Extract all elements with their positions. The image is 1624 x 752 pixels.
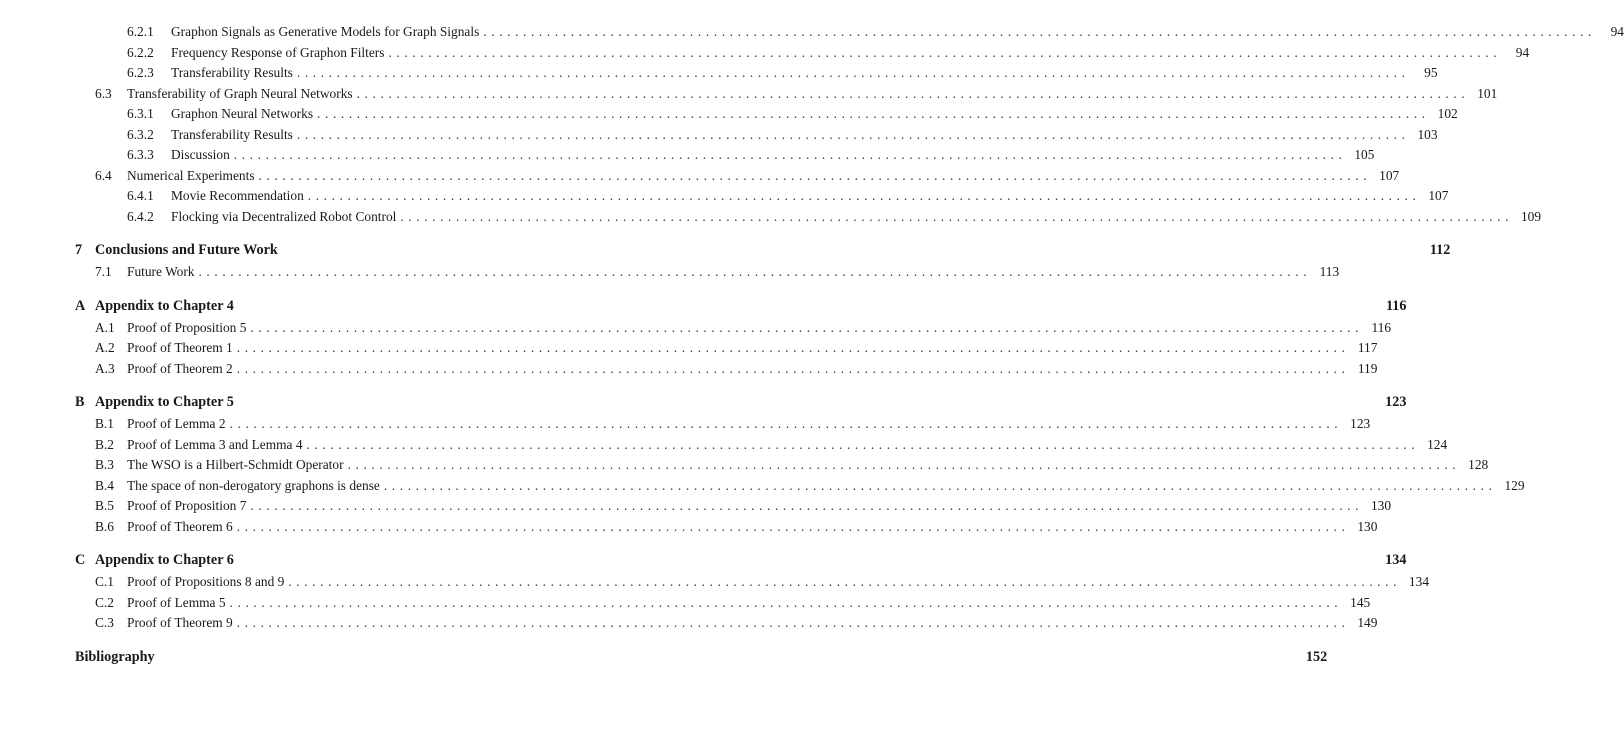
dot-leader: ............................................................................................................................................: [296, 65, 1410, 80]
entry-number: B.3: [95, 457, 114, 472]
entry-number: A: [75, 297, 86, 314]
entry-page-number: 109: [1520, 208, 1542, 224]
entry-title: Conclusions and Future Work: [95, 242, 278, 258]
toc-entry[interactable]: [0, 125, 1438, 145]
entry-number: 6.2.2: [127, 44, 154, 60]
toc-entry[interactable]: [0, 22, 1624, 42]
entry-number: 7: [75, 242, 83, 258]
entry-title: Transferability Results: [171, 65, 293, 80]
entry-title: Future Work: [127, 264, 195, 279]
entry-page-number: 105: [1354, 147, 1375, 162]
entry-title: Transferability Results: [171, 126, 293, 142]
entry-title: Proof of Lemma 5: [127, 594, 226, 610]
entry-title: Appendix to Chapter 6: [95, 552, 234, 568]
dot-leader: ............................................................................................................................................: [236, 615, 1350, 630]
dot-leader: ............................................................................................................................................: [229, 416, 1343, 431]
dot-leader: ............................................................................................................................................: [383, 477, 1497, 493]
toc-entry[interactable]: [0, 84, 1498, 104]
toc-entry[interactable]: [0, 262, 1340, 282]
toc-entry[interactable]: [0, 455, 1489, 475]
entry-page-number: 103: [1417, 126, 1438, 142]
toc-entry[interactable]: [0, 63, 1438, 83]
entry-page-number: 129: [1504, 477, 1525, 493]
dot-leader: ............................................................................................................................................: [400, 208, 1514, 224]
entry-page-number: 123: [1385, 394, 1407, 410]
entry-page-number: 145: [1350, 594, 1371, 610]
entry-title: Proof of Lemma 3 and Lemma 4: [127, 436, 303, 452]
toc-entry[interactable]: [0, 104, 1458, 124]
entry-page-number: 95: [1424, 65, 1438, 80]
entry-page-number: 134: [1408, 574, 1430, 589]
toc-entry[interactable]: [0, 338, 1378, 358]
dot-leader: ............................................................................................................................................: [317, 106, 1430, 121]
entry-number: C.3: [95, 615, 114, 630]
entry-page-number: 94: [1610, 24, 1624, 39]
entry-page-number: 128: [1468, 457, 1489, 472]
toc-entry[interactable]: [0, 166, 1400, 186]
entry-number: C.2: [95, 594, 114, 610]
entry-page-number: 130: [1370, 498, 1392, 513]
entry-number: 6.2.3: [127, 65, 154, 80]
entry-title: Appendix to Chapter 4: [95, 297, 234, 314]
entry-number: B.6: [95, 518, 114, 534]
toc-chapter-entry[interactable]: [0, 240, 1451, 260]
toc-chapter-entry[interactable]: [0, 296, 1407, 316]
dot-leader: ............................................................................................................................................: [306, 436, 1420, 452]
dot-leader: ............................................................................................................................................: [198, 264, 1312, 279]
entry-number: C.1: [95, 574, 114, 589]
entry-number: 6.3.3: [127, 147, 154, 162]
toc-entry[interactable]: [0, 207, 1542, 227]
entry-title: Movie Recommendation: [171, 188, 304, 203]
entry-page-number: 130: [1357, 518, 1378, 534]
dot-leader: ............................................................................................................................................: [296, 126, 1410, 142]
entry-number: A.3: [95, 360, 115, 376]
entry-page-number: 124: [1427, 436, 1448, 452]
toc-entry[interactable]: [0, 517, 1378, 537]
entry-page-number: 116: [1385, 297, 1407, 314]
entry-title: The WSO is a Hilbert-Schmidt Operator: [127, 457, 344, 472]
entry-title: Proof of Propositions 8 and 9: [127, 574, 285, 589]
entry-title: Graphon Neural Networks: [171, 106, 314, 121]
toc-entry[interactable]: [0, 613, 1378, 633]
entry-title: Frequency Response of Graphon Filters: [171, 44, 385, 60]
entry-title: Proof of Proposition 5: [127, 319, 247, 335]
entry-number: 7.1: [95, 264, 112, 279]
entry-page-number: 107: [1428, 188, 1449, 203]
toc-entry[interactable]: [0, 476, 1525, 496]
entry-title: Transferability of Graph Neural Networks: [127, 85, 353, 101]
entry-page-number: 117: [1357, 340, 1378, 355]
dot-leader: ............................................................................................................................................: [250, 319, 1364, 335]
dot-leader: ............................................................................................................................................: [229, 594, 1343, 610]
toc-entry[interactable]: [0, 186, 1449, 206]
entry-page-number: 102: [1437, 106, 1458, 121]
entry-title: Proof of Lemma 2: [127, 416, 226, 431]
entry-number: 6.3: [95, 85, 112, 101]
dot-leader: ............................................................................................................................................: [483, 24, 1596, 39]
entry-page-number: 134: [1385, 552, 1407, 568]
entry-number: B.1: [95, 416, 114, 431]
entry-title: Numerical Experiments: [127, 167, 255, 183]
entry-page-number: 119: [1357, 360, 1378, 376]
entry-number: 6.4: [95, 167, 112, 183]
entry-page-number: 116: [1371, 319, 1392, 335]
entry-title: Proof of Theorem 6: [127, 518, 233, 534]
entry-title: Proof of Proposition 7: [127, 498, 247, 513]
dot-leader: ............................................................................................................................................: [307, 188, 1421, 203]
entry-title: Proof of Theorem 9: [127, 615, 233, 630]
toc-entry[interactable]: [0, 359, 1378, 379]
toc-entry[interactable]: [0, 414, 1371, 434]
entry-number: 6.4.2: [127, 208, 154, 224]
dot-leader: ............................................................................................................................................: [250, 498, 1364, 513]
entry-page-number: 123: [1350, 416, 1371, 431]
entry-title: Graphon Signals as Generative Models for Graph Signals: [171, 24, 480, 39]
dot-leader: ............................................................................................................................................: [233, 147, 1347, 162]
dot-leader: ............................................................................................................................................: [236, 360, 1350, 376]
toc-entry[interactable]: [0, 496, 1392, 516]
entry-page-number: 94: [1515, 44, 1530, 60]
entry-page-number: 101: [1477, 85, 1498, 101]
entry-number: 6.2.1: [127, 24, 154, 39]
entry-title: Appendix to Chapter 5: [95, 394, 234, 410]
entry-title: Proof of Theorem 2: [127, 360, 233, 376]
entry-page-number: 112: [1429, 242, 1451, 258]
dot-leader: ............................................................................................................................................: [258, 167, 1372, 183]
dot-leader: ............................................................................................................................................: [236, 340, 1350, 355]
entry-page-number: 152: [1305, 648, 1328, 665]
toc-entry[interactable]: [0, 43, 1530, 63]
toc-entry[interactable]: [0, 572, 1430, 592]
toc-chapter-entry[interactable]: [0, 550, 1407, 570]
toc-chapter-entry[interactable]: [0, 392, 1407, 412]
entry-number: B.5: [95, 498, 114, 513]
entry-page-number: 107: [1379, 167, 1400, 183]
entry-number: 6.3.1: [127, 106, 154, 121]
entry-page-number: 113: [1319, 264, 1340, 279]
dot-leader: ............................................................................................................................................: [236, 518, 1350, 534]
entry-title: Bibliography: [75, 648, 155, 665]
toc-entry[interactable]: [0, 318, 1392, 338]
entry-number: A.2: [95, 340, 115, 355]
entry-title: Discussion: [171, 147, 230, 162]
dot-leader: ............................................................................................................................................: [347, 457, 1461, 472]
toc-entry[interactable]: [0, 435, 1448, 455]
entry-number: B.2: [95, 436, 114, 452]
entry-number: C: [75, 552, 86, 568]
entry-number: 6.4.1: [127, 188, 154, 203]
entry-number: A.1: [95, 319, 115, 335]
toc-chapter-entry[interactable]: [0, 647, 1328, 667]
entry-number: B.4: [95, 477, 114, 493]
entry-page-number: 149: [1357, 615, 1378, 630]
toc-entry[interactable]: [0, 145, 1375, 165]
entry-title: The space of non-derogatory graphons is dense: [127, 477, 380, 493]
entry-number: B: [75, 394, 85, 410]
dot-leader: ............................................................................................................................................: [388, 44, 1502, 60]
entry-number: 6.3.2: [127, 126, 154, 142]
dot-leader: ............................................................................................................................................: [356, 85, 1470, 101]
dot-leader: ............................................................................................................................................: [288, 574, 1402, 589]
toc-entry[interactable]: [0, 593, 1371, 613]
entry-title: Proof of Theorem 1: [127, 340, 233, 355]
entry-title: Flocking via Decentralized Robot Control: [171, 208, 397, 224]
